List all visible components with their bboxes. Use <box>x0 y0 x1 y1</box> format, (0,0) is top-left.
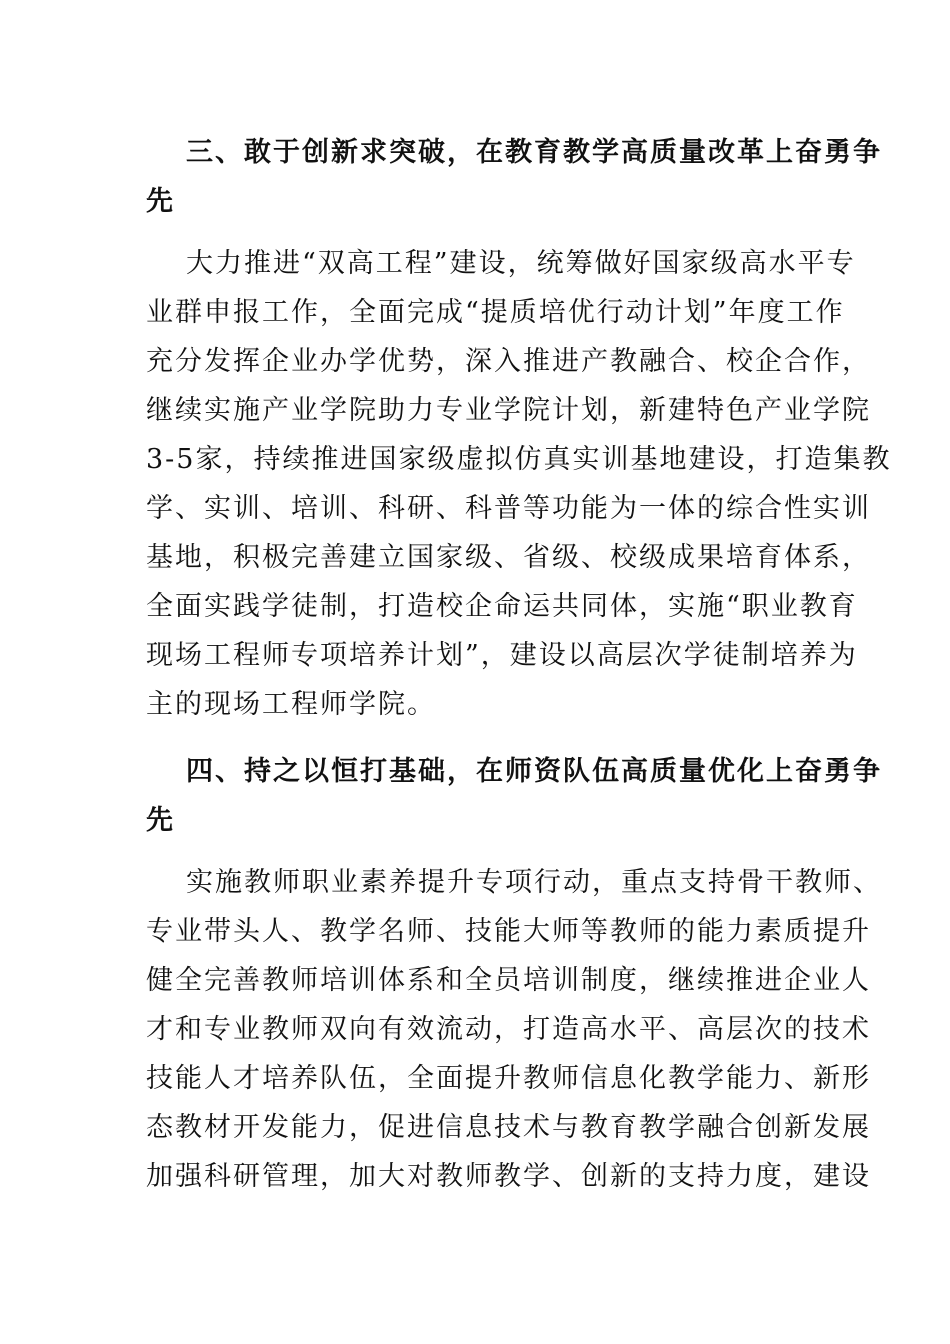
section3-paragraph-line: 基地，积极完善建立国家级、省级、校级成果培育体系， <box>146 542 871 573</box>
section3-heading-line-2: 先 <box>146 186 175 217</box>
section4-paragraph-line: 技能人才培养队伍，全面提升教师信息化教学能力、新形 <box>146 1063 871 1094</box>
section4-paragraph-line: 健全完善教师培训体系和全员培训制度，继续推进企业人 <box>146 965 871 996</box>
section3-paragraph-line: 充分发挥企业办学优势，深入推进产教融合、校企合作， <box>146 346 871 377</box>
section3-heading-line-1: 三、敢于创新求突破，在教育教学高质量改革上奋勇争 <box>186 137 882 168</box>
section3-paragraph-line: 现场工程师专项培养计划”，建设以高层次学徒制培养为 <box>146 640 858 671</box>
section3-paragraph-line: 全面实践学徒制，打造校企命运共同体，实施“职业教育 <box>146 591 858 622</box>
section3-paragraph-line: 3-5家，持续推进国家级虚拟仿真实训基地建设，打造集教 <box>146 444 892 475</box>
section3-paragraph-line: 继续实施产业学院助力专业学院计划，新建特色产业学院 <box>146 395 871 426</box>
section4-paragraph-line: 专业带头人、教学名师、技能大师等教师的能力素质提升 <box>146 916 871 947</box>
section3-paragraph-line: 大力推进“双高工程”建设，统筹做好国家级高水平专 <box>186 248 856 279</box>
section4-heading-line-2: 先 <box>146 805 175 836</box>
section4-heading-line-1: 四、持之以恒打基础，在师资队伍高质量优化上奋勇争 <box>186 756 882 787</box>
section3-paragraph-line: 主的现场工程师学院。 <box>146 689 436 720</box>
section4-paragraph-line: 才和专业教师双向有效流动，打造高水平、高层次的技术 <box>146 1014 871 1045</box>
section3-paragraph-line: 业群申报工作，全面完成“提质培优行动计划”年度工作 <box>146 297 845 328</box>
section4-paragraph-line: 实施教师职业素养提升专项行动，重点支持骨干教师、 <box>186 867 882 898</box>
section3-paragraph-line: 学、实训、培训、科研、科普等功能为一体的综合性实训 <box>146 493 871 524</box>
section4-paragraph-line: 加强科研管理，加大对教师教学、创新的支持力度，建设 <box>146 1161 871 1192</box>
section4-paragraph-line: 态教材开发能力，促进信息技术与教育教学融合创新发展 <box>146 1112 871 1143</box>
